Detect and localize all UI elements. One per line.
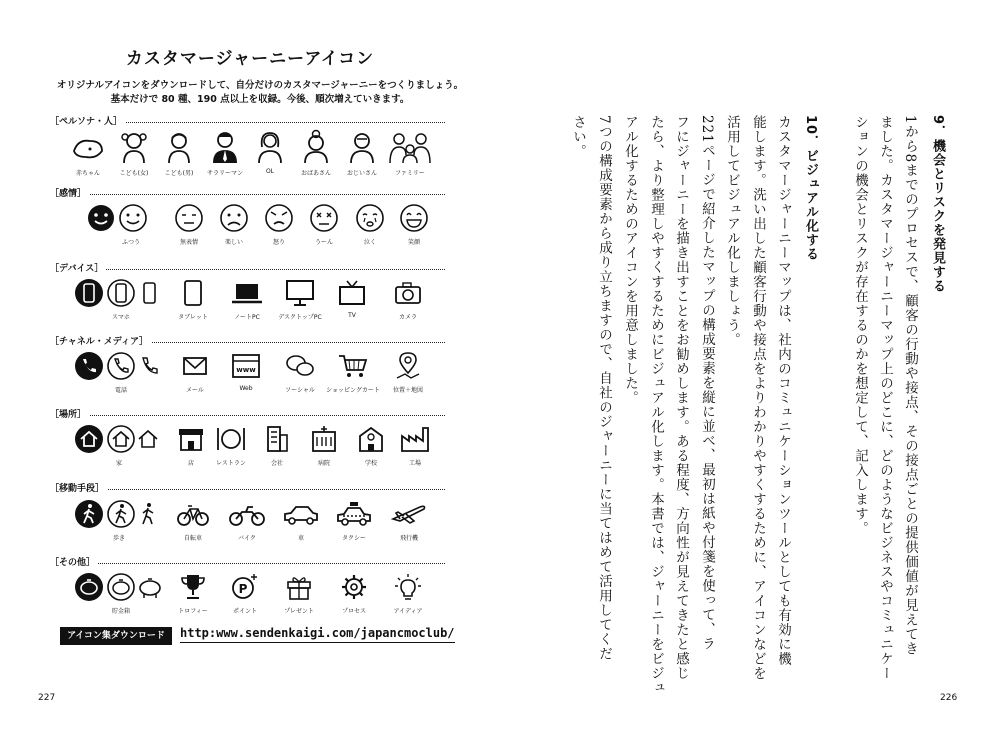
caption: ポイント: [232, 608, 257, 615]
taxi-icon: [335, 499, 373, 529]
caption: スマホ: [112, 314, 130, 321]
desktop-pc-icon: [284, 278, 316, 308]
text-column: さい。: [570, 115, 586, 159]
caption: Web: [239, 385, 253, 392]
caption: 家: [115, 460, 122, 467]
section-persona-icons: [50, 129, 445, 189]
caption: 泣く: [363, 239, 376, 246]
caption: ファミリー: [395, 170, 425, 177]
caption: 楽しい: [224, 239, 243, 246]
factory-icon: [399, 424, 431, 454]
section-transport-header: ［移動手段］: [50, 481, 445, 495]
phone-outline-icon: [106, 351, 136, 381]
intro-line-1: オリジナルアイコンをダウンロードして、自分だけのカスタマージャーニーをつくりましょう。: [56, 80, 464, 91]
car-icon: [282, 499, 320, 529]
location-map-icon: [393, 351, 423, 381]
caption: 赤ちゃん: [75, 170, 100, 177]
caption: アイディア: [393, 608, 423, 615]
download-label: アイコン集ダウンロード: [60, 627, 172, 645]
mail-icon: [180, 351, 210, 381]
text-column: アル化するためのアイコンを用意しました。: [622, 115, 638, 405]
caption: 病院: [317, 460, 330, 467]
text-column: フにジャーニーを描き出すことをお勧めします。ある程度、方向性が見えてきたと感じ: [673, 115, 689, 681]
section-channels-header: ［チャネル・メディア］: [50, 334, 445, 348]
walking-filled-icon: [74, 499, 104, 529]
caption: プロセス: [341, 608, 366, 615]
neutral-face-icon: [174, 203, 204, 233]
grandfather-icon: [344, 129, 380, 165]
motorcycle-icon: [228, 499, 266, 529]
caption: 位置＋地図: [392, 387, 423, 394]
smartphone-filled-icon: [74, 278, 104, 308]
caption: 車: [297, 535, 304, 542]
girl-icon: [116, 129, 152, 165]
boy-icon: [161, 129, 197, 165]
caption: 電話: [114, 387, 127, 394]
caption: OL: [265, 168, 275, 175]
smartphone-icon: [138, 278, 162, 308]
hospital-icon: [309, 424, 339, 454]
svg-text:P: P: [238, 582, 248, 596]
heading-10: 10．ビジュアル化する: [803, 115, 818, 262]
camera-icon: [393, 278, 423, 308]
caption: 怒り: [272, 239, 285, 246]
download-url-link[interactable]: http:www.sendenkaigi.com/japancmoclub/: [180, 626, 455, 643]
grandmother-icon: [298, 129, 334, 165]
gift-icon: [284, 572, 314, 602]
piggy-bank-icon: [136, 572, 164, 602]
phone-filled-icon: [74, 351, 104, 381]
caption: うーん: [314, 239, 333, 246]
intro-line-2: 基本だけで 80 種、190 点以上を収録。今後、順次増えていきます。: [110, 94, 410, 105]
page-number-right: 226: [940, 693, 958, 703]
page-title: カスタマージャーニーアイコン: [125, 49, 375, 69]
point-coin-icon: [230, 572, 260, 602]
caption: おばあさん: [300, 170, 331, 177]
caption: 自転車: [183, 535, 202, 542]
businessman-icon: [207, 129, 243, 165]
caption: レストラン: [216, 460, 246, 467]
piggy-bank-filled-icon: [74, 572, 104, 602]
store-icon: [176, 424, 206, 454]
text-column: 能します。洗い出した顧客行動や接点をよりわかりやすくするために、アイコンなどを: [750, 115, 766, 681]
caption: バイク: [238, 535, 256, 542]
caption: おじいさん: [346, 170, 377, 177]
text-column: 活用してビジュアル化しましょう。: [724, 115, 740, 347]
office-lady-icon: [252, 129, 288, 165]
section-others-header: ［その他］: [50, 555, 445, 569]
section-transport-icons: [50, 499, 445, 559]
caption: タクシー: [341, 535, 366, 542]
caption: 飛行機: [399, 535, 418, 542]
home-outline-icon: [106, 424, 136, 454]
trophy-icon: [178, 572, 208, 602]
tablet-icon: [178, 278, 208, 308]
tv-icon: [337, 278, 367, 308]
web-browser-icon: [230, 351, 262, 381]
caption: 工場: [408, 460, 421, 467]
office-building-icon: [262, 424, 292, 454]
caption: ソーシャル: [285, 387, 315, 394]
section-emotion-icons: [50, 203, 445, 263]
caption: プレゼント: [284, 608, 314, 615]
text-column: 7つの構成要素から成り立ちますので、自社のジャーニーに当てはめて活用してくだ: [596, 115, 612, 662]
text-column: 221ページで紹介したマップの構成要素を縦に並べ、最初は紙や付箋を使って、ラ: [699, 115, 715, 652]
crying-face-icon: [355, 203, 385, 233]
walking-icon: [136, 499, 160, 529]
caption: 会社: [270, 460, 283, 467]
section-devices-icons: [50, 278, 445, 338]
right-page: [500, 0, 1000, 729]
text-column: ました。カスタマージャーニーマップ上のどこに、どのようなビジネスやコミュニケー: [877, 115, 893, 681]
process-gear-icon: [339, 572, 369, 602]
caption: ノートPC: [234, 314, 260, 321]
caption: トロフィー: [178, 608, 208, 615]
angry-face-icon: [264, 203, 294, 233]
phone-icon: [138, 351, 162, 381]
shopping-cart-icon: [337, 351, 369, 381]
caption: 学校: [364, 460, 377, 467]
caption: タブレット: [178, 314, 208, 321]
text-column: 1から8までのプロセスで、顧客の行動や接点、その接点ごとの提供価値が見えてき: [902, 115, 918, 657]
section-others-icons: [50, 572, 445, 632]
walking-outline-icon: [106, 499, 136, 529]
bicycle-icon: [176, 499, 210, 529]
smartphone-outline-icon: [106, 278, 136, 308]
smile-outline-icon: [118, 203, 148, 233]
section-places-header: ［場所］: [50, 407, 445, 421]
family-icon: [388, 129, 432, 165]
heading-9: 9．機会とリスクを発見する: [930, 115, 945, 294]
caption: こども(女): [119, 170, 149, 177]
web-icon-label: www: [236, 366, 256, 374]
piggy-bank-outline-icon: [106, 572, 136, 602]
section-places-icons: [50, 424, 445, 484]
home-icon: [136, 424, 160, 454]
caption: デスクトップPC: [278, 314, 322, 321]
section-devices-header: ［デバイス］: [50, 261, 445, 275]
caption: 貯金箱: [111, 608, 130, 615]
section-persona-header: ［ペルソナ・人］: [50, 114, 445, 128]
caption: サラリーマン: [206, 170, 243, 177]
social-chat-icon: [284, 351, 316, 381]
confused-face-icon: [309, 203, 339, 233]
caption: 笑顔: [407, 239, 420, 246]
caption: ショッピングカート: [326, 387, 380, 394]
laughing-face-icon: [399, 203, 429, 233]
restaurant-icon: [215, 424, 247, 454]
laptop-icon: [230, 278, 264, 308]
baby-icon: [70, 129, 106, 165]
caption: こども(男): [164, 170, 194, 177]
caption: ふつう: [121, 239, 140, 246]
caption: TV: [348, 312, 356, 319]
section-emotion-header: ［感情］: [50, 186, 445, 200]
text-column: たら、より整理しやすくするためにビジュアル化します。本書では、ジャーニーをビジュ: [648, 115, 664, 695]
airplane-icon: [390, 499, 428, 529]
caption: 歩き: [112, 535, 125, 542]
home-filled-icon: [74, 424, 104, 454]
caption: 店: [187, 460, 194, 467]
smile-filled-icon: [86, 203, 116, 233]
text-column: カスタマージャーニーマップは、社内のコミュニケーションツールとしても有効に機: [775, 115, 791, 666]
sad-face-icon: [219, 203, 249, 233]
caption: 無表情: [179, 239, 198, 246]
idea-lightbulb-icon: [393, 572, 423, 602]
caption: メール: [186, 387, 204, 394]
caption: カメラ: [398, 314, 417, 321]
section-channels-icons: [50, 351, 445, 411]
text-column: ションの機会とリスクが存在するのかを想定して、記入します。: [852, 115, 868, 536]
school-icon: [356, 424, 386, 454]
page-number-left: 227: [38, 693, 56, 703]
